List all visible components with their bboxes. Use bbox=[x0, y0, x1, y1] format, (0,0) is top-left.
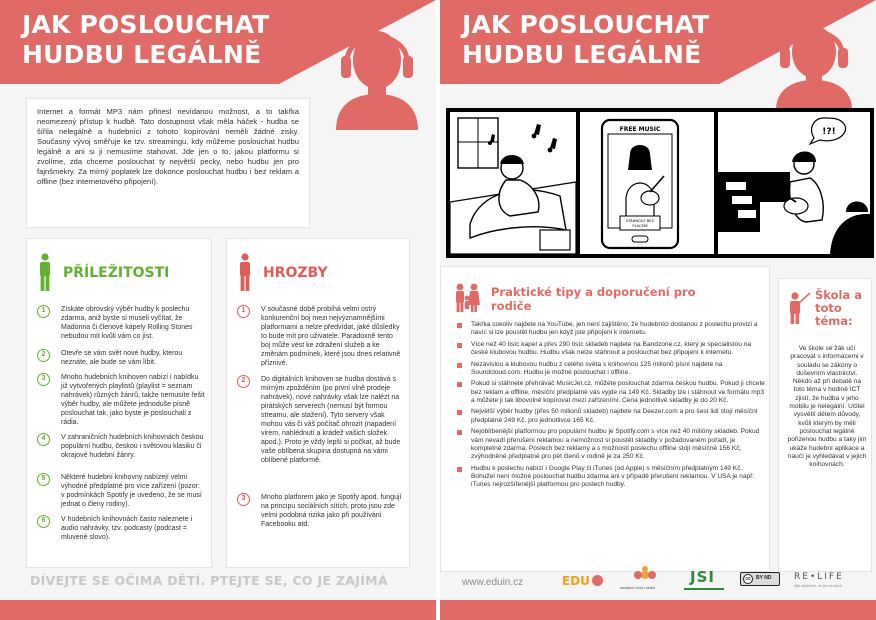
intro-text: Internet a formát MP3 nám přinesl nevídanou možnost, a to takřka neomezený přístup k hudbě. Tato dostupnost však měla háček - hudba se šířila nelegálně a hudebníci z tohoto kopírování neměli žádné zisky. Současný vývoj směřuje ke tzv. streamingu, kdy můžeme poslouchat hudbu legálně a ani si ji nemusíme stahovat. Jde jen o to, jakou platformu si zvolíme, zda chceme poslouchat ty největší pecky, nebo hudbu jen pro fajnšmekry. Za mírný poplatek lze dokonce poslouchat hudbu i bez reklam a offline (bez internetového připojení). bbox=[37, 107, 299, 186]
school-card bbox=[778, 278, 872, 572]
tips-title: Praktické tipy a doporučení pro rodiče bbox=[491, 285, 696, 313]
eduin-logo: EDU bbox=[562, 566, 606, 594]
bullet-square-icon bbox=[457, 363, 462, 368]
bullet-square-icon bbox=[457, 467, 462, 472]
page-title-line1: JAK POSLOUCHAT bbox=[22, 10, 270, 39]
opportunities-header bbox=[37, 253, 205, 293]
tip-item: Pokud si stáhnete přehrávač MusicJet.cz, můžete poslouchat zdarma českou hudbu. Pokud ji chcete bez reklam a offline, měsíční předplatné vás vyjde na 149 Kč. Skladby lze i stáhnout ve formátu mp3 a můžete ji tak libovolně kopírovat mezi zařízeními. Cena jednotlivé skladby je do 20 Kč. bbox=[455, 380, 765, 405]
school-title: Škola a toto téma: bbox=[815, 288, 862, 328]
phone-app-label: FREE MUSIC bbox=[619, 126, 661, 133]
page-title-line1: JAK POSLOUCHAT bbox=[462, 10, 710, 39]
tip-item: Takřka cokoliv najdete na YouTube, jen není zajištěno, že hudebníci dostanou z poslechu provizi a navíc si lze poustět hudbu jen když jste připojeni k internetu. bbox=[455, 321, 765, 338]
creative-commons-logo: cc BY ND bbox=[740, 566, 780, 594]
family-icon bbox=[451, 281, 483, 313]
flower-icon bbox=[630, 566, 660, 584]
comic-panel-phone bbox=[580, 112, 714, 254]
page-title-line2: HUDBU LEGÁLNĚ bbox=[462, 40, 702, 69]
threat-item: 3 Mnoho platforem jako je Spotify apod. fungují na principu sociálních sítích, proto jsou zde velmi podobná rizika jako při používání Facebooku atd. bbox=[237, 493, 403, 529]
bullet-square-icon bbox=[457, 410, 462, 415]
phone-download-button: STÁHNOUT BEZ bbox=[625, 219, 655, 223]
headphones-person-icon bbox=[764, 14, 864, 110]
red-person-icon bbox=[237, 253, 253, 293]
school-header bbox=[785, 285, 869, 333]
opportunity-item: 6 V hudebních knihovnách často naleznete i audio nahrávky, tzv. podcasty (podcast = mluvené slovo). bbox=[37, 515, 205, 542]
footer-slogan: DÍVEJTE SE OČIMA DĚTÍ. PTEJTE SE, CO JE ZAJÍMÁ bbox=[30, 573, 388, 588]
left-page bbox=[0, 0, 436, 620]
page-title-line2: HUDBU LEGÁLNĚ bbox=[22, 40, 262, 69]
eduin-dot-icon bbox=[592, 575, 603, 586]
tips-list bbox=[455, 321, 765, 493]
svg-text:PLACENÍ: PLACENÍ bbox=[632, 224, 648, 228]
opportunity-item: 1 Získáte obrovský výběr hudby k poslechu zdarma, aniž byste si museli vyčítat, že Madonna či členové kapely Rolling Stones nebudou mít kvůli vám co jíst. bbox=[37, 305, 205, 341]
comic-strip bbox=[446, 108, 874, 258]
opportunity-item: 3 Mnoho hudebních knihoven nabízí i nabídku již vytvořených playlistů (playlist = seznam nahrávek) různých žánrů, takže nemusíte řešit výběr hudby, ale můžete jednoduše písně poslouchat tak, jako byste je poslouchali z rádia. bbox=[37, 373, 205, 427]
opportunity-item: 5 Některé hudební knihovny nabízejí velmi výhodné předplatné pro více zařízení (pozor: v podmínkách Spotify je uvedeno, že se musí jednat o členy rodiny). bbox=[37, 473, 205, 509]
tip-item: Největší výběr hudby (přes 50 milionů skladeb) najdete na Deezer.com a pro šest lidí stojí měsíční předplatné 249 Kč, pro jednotlivce 165 Kč. bbox=[455, 408, 765, 425]
threat-item: 1 V současné době probíhá velmi ostrý konkurenční boj mezi nejvýznamnějšími platformami a nelze předvídat, jaké důsledky to bude mít pro uživatele. Paradoxně tento boj může vést ke zdražení služeb a ke změnám podmínek, které jsou dnes relativně příznivé. bbox=[237, 305, 403, 368]
green-person-icon bbox=[37, 253, 53, 293]
bullet-square-icon bbox=[457, 343, 462, 348]
right-page bbox=[440, 0, 876, 620]
tip-item: Více než 40 tisíc kapel a přes 290 tisíc skladeb najdete na Bandzone.cz, který je specialistou na české klubovou hudbu. Hudbu však nelze stáhnout a poslouchat bez připojení k internetu. bbox=[455, 341, 765, 358]
school-text: Ve škole se žák učí pracovat s informacemi v souladu se zákony o duševním vlastnictví. Někdo až při debatě na toto téma v hodině ICT zjistí, že hudba v jeho mobilu je nelegální. Učitel vysvětlí dětem důvody, kvůli kterým by měli poslouchat legálně pořizenou hudbu a taky jim ukáže hudební aplikace a naučí je vyhledávat v jejich knihovnách. bbox=[787, 345, 867, 469]
speech-bubble: !?! bbox=[822, 127, 836, 137]
threats-title: HROZBY bbox=[263, 265, 328, 281]
opportunity-item: 2 Otevře se vám svět nové hudby, kterou neznáte, ale bude se vám líbit. bbox=[37, 349, 205, 367]
bottom-bar bbox=[440, 600, 876, 620]
reallife-logo: RE•LIFE žijte skutečné, ne jen na sítích bbox=[794, 572, 844, 588]
headphones-person-icon bbox=[322, 14, 432, 130]
teacher-icon bbox=[785, 291, 811, 325]
opportunities-card bbox=[26, 238, 212, 568]
tips-card bbox=[440, 266, 770, 572]
bottom-bar bbox=[0, 600, 436, 620]
threats-header bbox=[237, 253, 403, 293]
opportunity-item: 4 V zahraničních hudebních knihovnách českou populární hudbu, českou i světovou klasiku či okrajové hudební žánry. bbox=[37, 433, 205, 460]
bullet-square-icon bbox=[457, 382, 462, 387]
comic-panel-listening bbox=[450, 112, 576, 254]
opportunities-title: PŘÍLEŽITOSTI bbox=[63, 265, 170, 281]
partner-logos bbox=[562, 566, 874, 594]
page-title bbox=[22, 10, 282, 70]
threat-item: 2 Do digitálních knihoven se hudba dostává s mírným zpožděním (po první vlně prodeje nahrávek), nové nahrávky však lze nalézt na pirátských serverech (nemusí být formou streamu, ale stažení). Tyto servery však mohou vás či váš počítač ohrozit (napadení virem, nahlédnutí a krádež vašich složek apod.). Proto je vždy lepší si počkat, až bude vaše oblíbená skupina dostupná na vámi oblíbené platformě. bbox=[237, 375, 403, 465]
website-link[interactable]: www.eduin.cz bbox=[462, 577, 524, 588]
tip-item: Nezávislou a klubovou hudbu z celého světa s knihovnou 125 milionů písní najdete na Soundcloud.com. Hudbu je možné poslouchat i offline. bbox=[455, 361, 765, 378]
nadacni-fond-logo: nadační fond rosteš bbox=[620, 566, 672, 594]
tips-header bbox=[449, 281, 769, 315]
tip-item: Nejoblíbenější platformou pro populární hudbu je Spotify.com s více než 40 milióny skladeb. Pokud vám nevadí přerušení reklamou a nemožnost si poustět skladby v požadovaném pořadí, je kompletně zdarma. Poslech bez reklamy a s možností poslechu offline stojí měsíčně 156 Kč, zvýhodněné předplatné pro pět členů v rodině je za 250 Kč. bbox=[455, 428, 765, 461]
comic-panel-stage bbox=[718, 112, 870, 254]
page-title bbox=[462, 10, 722, 70]
comic-illustration bbox=[450, 112, 870, 254]
threats-card bbox=[226, 238, 410, 568]
intro-card bbox=[26, 98, 310, 228]
bullet-square-icon bbox=[457, 430, 462, 435]
bullet-square-icon bbox=[457, 323, 462, 328]
jsi-logo: JSI bbox=[684, 566, 724, 594]
tip-item: Hudbu k poslechu nabízí i Google Play či iTunes (od Apple) s měsíčním předplatným 149 Kč. Bohužel není možné poslouchat hudbu zdarma ani v případě přerušení reklamou. V USA je např. iTunes nejrozšířenější platformou pro poslech hudby. bbox=[455, 465, 765, 490]
